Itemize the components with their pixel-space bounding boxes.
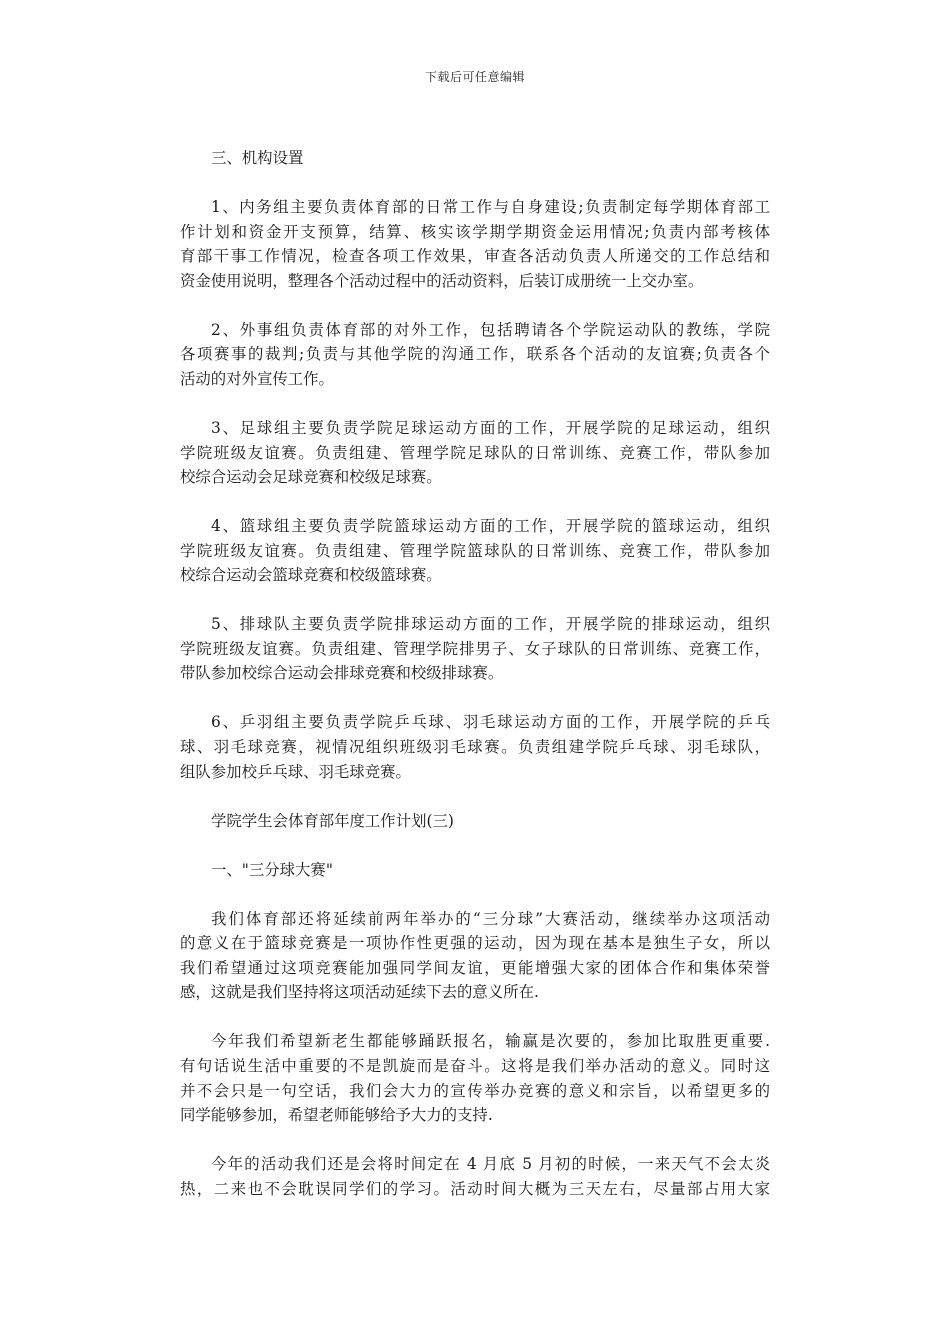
paragraph-external-affairs xyxy=(180,318,770,392)
paragraph-registration xyxy=(180,1029,770,1127)
text-line: 育部干事工作情况，检查各项工作效果，审查各活动负责人所递交的工作总结和 xyxy=(180,247,770,266)
paragraph-schedule xyxy=(180,1152,770,1201)
text-line: 今年的活动我们还是会将时间定在 4 月底 5 月初的时候，一来天气不会太炎 xyxy=(211,1155,770,1174)
text-line: 资金使用说明，整理各个活动过程中的活动资料，后装订成册统一上交办室。 xyxy=(180,271,704,290)
text-line: 活动的对外宣传工作。 xyxy=(180,369,334,388)
text-line: 我们希望通过这项竞赛能加强同学间友谊，更能增强大家的团体合作和集体荣誉 xyxy=(180,958,770,977)
text-line: 2、外事组负责体育部的对外工作，包括聘请各个学院运动队的教练，学院 xyxy=(211,320,770,339)
text-line: 球、羽毛球竞赛，视情况组织班级羽毛球赛。负责组建学院乒乓球、羽毛球队， xyxy=(180,738,770,757)
text-line: 学院班级友谊赛。负责组建、管理学院排男子、女子球队的日常训练、竞赛工作， xyxy=(180,639,770,658)
document-body xyxy=(180,146,770,1226)
text-line: 的意义在于篮球竞赛是一项协作性更强的运动，因为现在基本是独生子女，所以 xyxy=(180,934,770,953)
text-line: 1、内务组主要负责体育部的日常工作与自身建设;负责制定每学期体育部工 xyxy=(211,197,770,216)
text-line: 学院班级友谊赛。负责组建、管理学院篮球队的日常训练、竞赛工作，带队参加 xyxy=(180,541,770,560)
text-line: 有句话说生活中重要的不是凯旋而是奋斗。这将是我们举办活动的意义。同时这 xyxy=(180,1056,770,1075)
page-header: 下载后可任意编辑 xyxy=(424,70,525,84)
text-line: 6、乒羽组主要负责学院乒乓球、羽毛球运动方面的工作，开展学院的乒乓 xyxy=(211,713,770,732)
text-line: 校综合运动会足球竞赛和校级足球赛。 xyxy=(180,468,442,487)
text-line: 今年我们希望新老生都能够踊跃报名，输赢是次要的，参加比取胜更重要. xyxy=(211,1032,770,1051)
section-heading-org-setup: 三、机构设置 xyxy=(211,149,304,167)
text-line: 并不会只是一句空话，我们会大力的宣传举办竞赛的意义和宗旨，以希望更多的 xyxy=(180,1081,770,1100)
paragraph-volleyball xyxy=(180,612,770,686)
text-line: 5、排球队主要负责学院排球运动方面的工作，开展学院的排球运动，组织 xyxy=(211,615,770,634)
paragraph-internal-affairs xyxy=(180,195,770,293)
text-line: 校综合运动会篮球竞赛和校级篮球赛。 xyxy=(180,566,442,585)
paragraph-basketball xyxy=(180,514,770,588)
text-line: 组队参加校乒乓球、羽毛球竞赛。 xyxy=(180,762,411,781)
text-line: 4、篮球组主要负责学院篮球运动方面的工作，开展学院的篮球运动，组织 xyxy=(211,517,770,536)
paragraph-contest-meaning xyxy=(180,907,770,1005)
text-line: 感，这就是我们坚持将这项活动延续下去的意义所在. xyxy=(180,983,539,1002)
section-heading-three-point-contest: 一、"三分球大赛" xyxy=(211,860,333,879)
text-line: 同学能够参加，希望老师能够给予大力的支持. xyxy=(180,1106,493,1125)
text-line: 各项赛事的裁判;负责与其他学院的沟通工作，联系各个活动的友谊赛;负责各个 xyxy=(180,345,770,364)
section-heading-plan-three: 学院学生会体育部年度工作计划(三) xyxy=(211,811,454,830)
text-line: 3、足球组主要负责学院足球运动方面的工作，开展学院的足球运动，组织 xyxy=(211,418,770,437)
text-line: 我们体育部还将延续前两年举办的“三分球”大赛活动，继续举办这项活动 xyxy=(211,909,770,928)
text-line: 作计划和资金开支预算，结算、核实该学期学期资金运用情况;负责内部考核体 xyxy=(180,222,770,241)
paragraph-football xyxy=(180,416,770,490)
text-line: 带队参加校综合运动会排球竞赛和校级排球赛。 xyxy=(180,664,504,683)
paragraph-pingpong-badminton xyxy=(180,710,770,784)
text-line: 热，二来也不会耽误同学们的学习。活动时间大概为三天左右，尽量部占用大家 xyxy=(180,1179,770,1198)
text-line: 学院班级友谊赛。负责组建、管理学院足球队的日常训练、竞赛工作，带队参加 xyxy=(180,443,770,462)
